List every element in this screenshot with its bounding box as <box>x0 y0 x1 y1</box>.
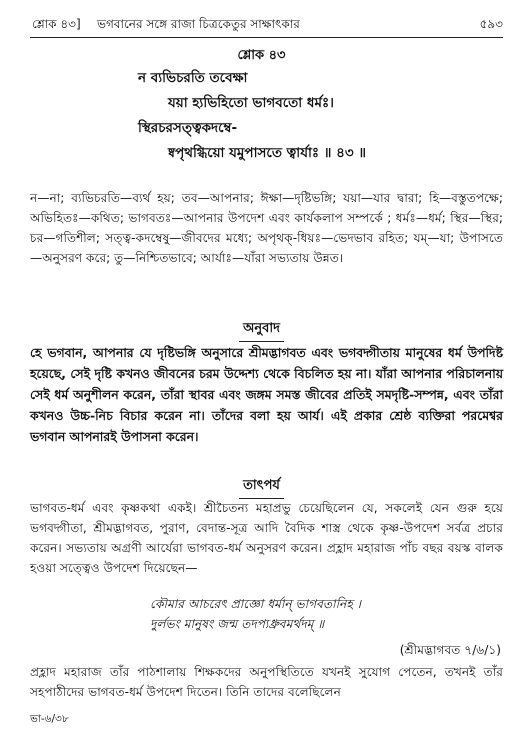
verse-line: ন ব্যভিচরতি তবেক্ষা <box>138 70 248 86</box>
word-synonyms: ন—না; ব্যভিচরতি—ব্যর্থ হয়; তব—আপনার; ঈক্ষা—দৃষ্টিভঙ্গি; যয়া—যার দ্বারা; হি—বস্তুতপক্ষে; অভিহিতঃ—কথিত; ভাগবতঃ—আপনার উপদেশ এবং কার্যকলাপ সম্পর্কে ; ধর্মঃ—ধর্ম; স্থির—স্থির; চর—গতিশীল; সত্ত্ব-কদম্বেষু—জীবদের মধ্যে; অপৃথক্-ধিয়ঃ—ভেদভাব রহিত; যম্—যা; উপাসতে—অনুসরণ করে; তু—নিশ্চিতভাবে; আর্যাঃ—যাঁরা সভ্যতায় উন্নত। <box>30 191 503 265</box>
header-rule <box>30 37 503 38</box>
verse-line: ষ্বপৃথগ্ধিয়ো যমুপাসতে ত্বার্যাঃ ॥ ৪৩ ॥ <box>168 145 366 161</box>
purport-text: ভাগবত-ধর্ম এবং কৃষ্ণকথা একই। শ্রীচৈতন্য মহাপ্রভু চেয়েছিলেন যে, সকলেই যেন গুরু হয়ে ভগবদ্গীতা, শ্রীমদ্ভাগবত, পুরাণ, বেদান্ত-সূত্র আদি বৈদিক শাস্ত্র থেকে কৃষ্ণ-উপদেশ সর্বত্র প্রচার করেন। সভ্যতায় অগ্রণী আর্যেরা ভাগবত-ধর্ম অনুসরণ করেন। প্রহ্লাদ মহারাজ পাঁচ বছর বয়স্ক বালক হওয়া সত্ত্বেও উপদেশ দিয়েছেন— <box>30 501 503 575</box>
purport-continuation: প্রহ্লাদ মহারাজ তাঁর পাঠশালায় শিক্ষকদের অনুপস্থিতিতে যখনই সুযোগ পেতেন, তখনই তাঁর সহপাঠীদের ভাগবত-ধর্ম উপদেশ দিতেন। তিনি তাদের বলেছিলেন <box>30 665 503 699</box>
translation-heading-text: অনুবাদ <box>239 319 284 342</box>
quote-line: দুর্লভং মানুষং জন্ম তদপ্যধ্রুবমর্থদম্ ॥ <box>150 617 325 631</box>
translation-heading <box>0 319 523 342</box>
header-verse-number: শ্লোক ৪৩] <box>32 17 81 31</box>
verse-line: যয়া হ্যভিহিতো ভাগবতো ধর্মঃ। <box>168 95 334 111</box>
purport-heading <box>0 476 523 499</box>
sanskrit-verse <box>138 66 503 166</box>
header-chapter-title: ভগবানের সঙ্গে রাজা চিত্রকেতুর সাক্ষাৎকার <box>97 17 300 31</box>
translation-text: হে ভগবান, আপনার যে দৃষ্টিভঙ্গি অনুসারে শ্রীমদ্ভাগবত এবং ভগবদ্গীতায় মানুষের ধর্ম উপদিষ্ট হয়েছে, সেই দৃষ্টি কখনও জীবনের চরম উদ্দেশ্য থেকে বিচলিত হয় না। যাঁরা আপনার পরিচালনায় সেই ধর্ম অনুশীলন করেন, তাঁরা স্থাবর এবং জঙ্গম সমস্ত জীবের প্রতিই সমদৃষ্টি-সম্পন্ন, এবং তাঁরা কখনও উচ্চ-নিচ বিচার করেন না। তাঁদের বলা হয় আর্য। এই প্রকার শ্রেষ্ঠ ব্যক্তিরা পরমেশ্বর ভগবান আপনারই উপাসনা করেন। <box>30 345 503 444</box>
verse-title: শ্লোক ৪৩ <box>237 48 286 63</box>
quoted-verse <box>150 594 503 634</box>
quote-line: কৌমার আচরেৎ প্রাজ্ঞো ধর্মান্ ভাগবতানিহ । <box>150 597 361 611</box>
purport-heading-text: তাৎপর্য <box>239 476 284 499</box>
footer-signature: ভা-৬/৩৮ <box>30 713 69 725</box>
quote-source: (শ্রীমদ্ভাগবত ৭/৬/১) <box>399 643 501 657</box>
verse-line: স্থিরচরসত্ত্বকদম্বে- <box>138 120 238 136</box>
running-header <box>32 14 503 34</box>
header-page-number: ৫৯৩ <box>479 17 503 31</box>
